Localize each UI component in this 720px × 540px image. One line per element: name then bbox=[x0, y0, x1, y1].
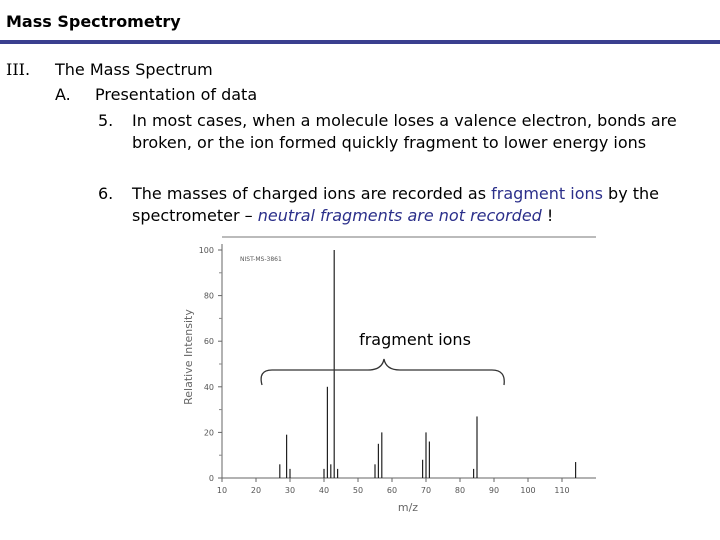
x-axis-label: m/z bbox=[397, 501, 419, 514]
x-tick-label: 30 bbox=[284, 486, 296, 495]
item-6-text-pre: The masses of charged ions are recorded as bbox=[132, 184, 492, 203]
x-tick-label: 80 bbox=[454, 486, 466, 495]
item-6-line-2-post: ! bbox=[541, 206, 554, 225]
outline-sub-letter: A. bbox=[55, 85, 71, 104]
item-5-number: 5. bbox=[98, 111, 114, 130]
x-tick-label: 90 bbox=[488, 486, 500, 495]
y-tick-label: 100 bbox=[198, 246, 214, 255]
x-tick-label: 10 bbox=[216, 486, 228, 495]
item-6-text-post: by the bbox=[602, 184, 660, 203]
item-6-number: 6. bbox=[98, 184, 114, 203]
x-tick-label: 70 bbox=[420, 486, 432, 495]
y-tick-label: 60 bbox=[203, 337, 214, 347]
fragment-brace bbox=[261, 359, 504, 385]
item-5-line-2: broken, or the ion formed quickly fragment to lower energy ions bbox=[132, 133, 647, 152]
x-tick-label: 60 bbox=[386, 486, 398, 495]
y-tick-label: 40 bbox=[203, 382, 214, 392]
item-5-line-1: In most cases, when a molecule loses a valence electron, bonds are bbox=[132, 111, 677, 130]
slide-title: Mass Spectrometry bbox=[6, 12, 181, 31]
x-tick-label: 110 bbox=[554, 486, 570, 495]
neutral-fragments-note: neutral fragments are not recorded bbox=[257, 206, 542, 225]
spectrum-id-label: NIST-MS-3861 bbox=[240, 256, 282, 263]
outline-heading: The Mass Spectrum bbox=[55, 60, 213, 79]
fragment-ions-annotation: fragment ions bbox=[359, 330, 471, 349]
x-tick-label: 40 bbox=[318, 486, 330, 495]
outline-roman-numeral: III. bbox=[6, 60, 31, 79]
y-tick-label: 20 bbox=[203, 428, 214, 438]
x-tick-label: 100 bbox=[520, 486, 536, 495]
x-tick-label: 50 bbox=[352, 486, 364, 495]
fragment-ions-highlight: fragment ions bbox=[491, 184, 603, 203]
outline-subheading: Presentation of data bbox=[95, 85, 258, 104]
y-axis-label: Relative Intensity bbox=[182, 309, 195, 405]
y-tick-label: 80 bbox=[203, 291, 214, 301]
y-tick-label: 0 bbox=[208, 474, 214, 483]
x-tick-label: 20 bbox=[250, 486, 262, 495]
item-6-line-2-pre: spectrometer – bbox=[132, 206, 258, 225]
